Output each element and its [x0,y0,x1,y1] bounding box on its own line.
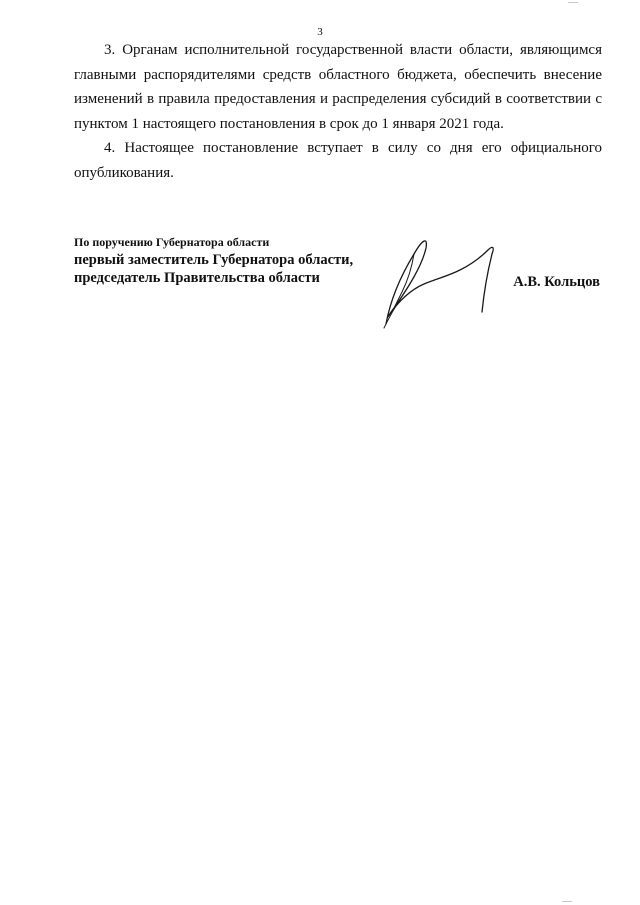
handwritten-signature [378,232,508,332]
paragraph-4: 4. Настоящее постановление вступает в силу со дня его официального опубликования. [74,140,602,181]
page-number: 3 [317,26,323,38]
signer-name: А.В. Кольцов [513,274,600,290]
scan-artifact-bottom [562,901,572,902]
signer-position-line-2: председатель Правительства области [74,270,320,286]
document-body [74,38,602,185]
paragraph-3: 3. Органам исполнительной государственной власти области, являющимся главными распорядителями средств областного бюджета, обеспечить внесение изменений в правила предоставления и распределения субсидий в соответствии с пунктом 1 настоящего постановления в срок до 1 января 2021 года. [74,42,602,132]
signature-instruction: По поручению Губернатора области [74,235,270,249]
signer-position-line-1: первый заместитель Губернатора области, [74,252,354,268]
scan-artifact-top [568,2,578,3]
signature-block [74,235,602,335]
